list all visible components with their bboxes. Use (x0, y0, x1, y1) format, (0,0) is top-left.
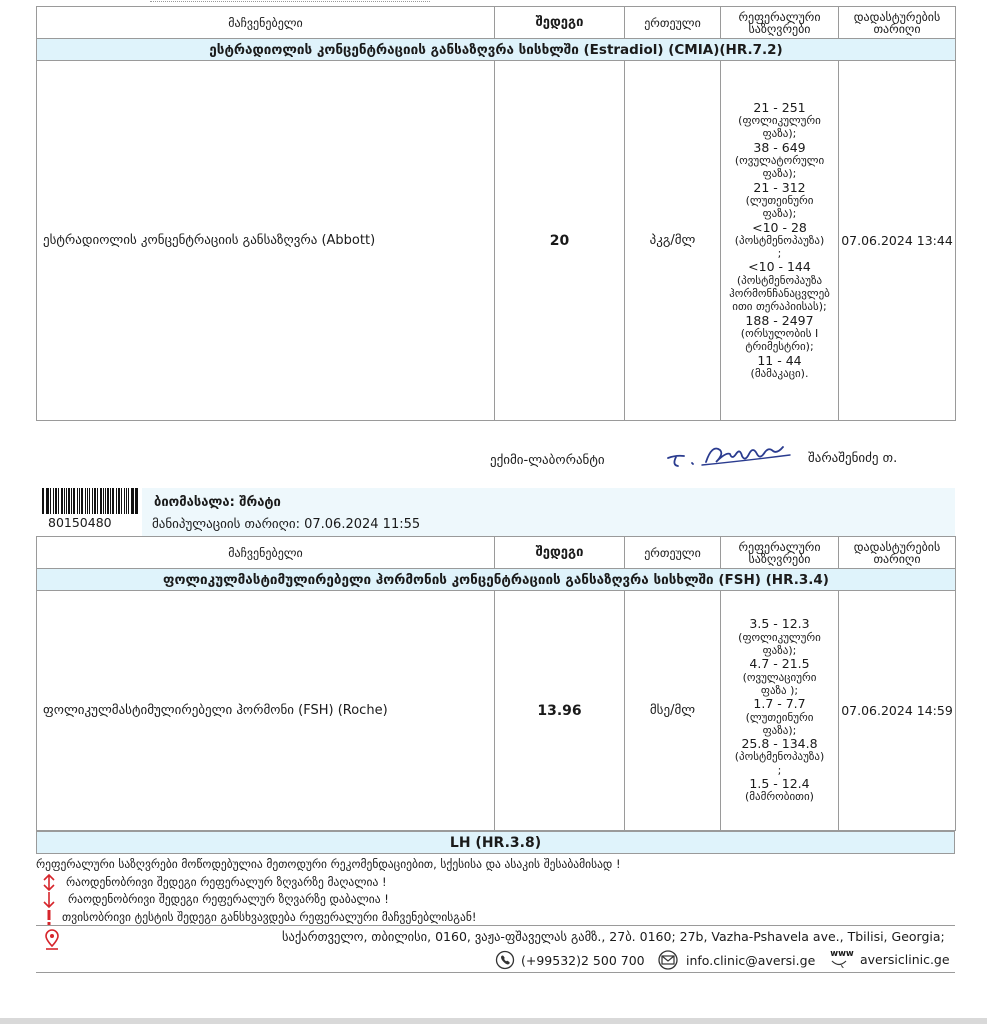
barcode-bar (68, 488, 70, 514)
footer-email (656, 950, 815, 970)
barcode-bar (124, 488, 125, 514)
barcode-number: 80150480 (48, 515, 112, 530)
phone-number: (+99532)2 500 700 (521, 952, 645, 968)
section-title: ესტრადიოლის კონცენტრაციის განსაზღვრა სისხლში (Estradiol) (CMIA)(HR.7.2) (37, 39, 956, 61)
footer-website (830, 950, 950, 969)
reference-line: 1.5 - 12.4 (749, 775, 810, 791)
reference-line: ფაზა); (762, 127, 797, 141)
reference-line: (მამრობითი) (745, 790, 814, 804)
table-header-row (37, 537, 956, 569)
email-link[interactable]: info.clinic@aversi.ge (686, 952, 816, 968)
confirm-date: 07.06.2024 14:59 (839, 591, 956, 831)
reference-line: (ოვულატორული (734, 154, 825, 168)
reference-line: (მამაკაცი). (750, 366, 809, 380)
web-icon (830, 950, 854, 969)
location-pin-icon (44, 929, 60, 951)
reference-line: 1.7 - 7.7 (753, 696, 806, 712)
reference-line: (ოვულაციური (742, 670, 817, 684)
manipulation-date: მანიპულაციის თარიღი: 07.06.2024 11:55 (152, 517, 421, 532)
reference-range (721, 61, 839, 421)
note-qualitative (36, 909, 621, 927)
table-row (37, 61, 956, 421)
reference-line: 21 - 251 (753, 99, 806, 115)
legend-notes (36, 856, 621, 926)
reference-line: ითი თერაპიისას); (732, 300, 827, 314)
barcode-bar (71, 488, 72, 514)
section-title-row (37, 39, 956, 61)
reference-line: ტრიმესტრი); (745, 340, 814, 354)
reference-line: (ორსულობის I (740, 326, 819, 340)
phone-icon (495, 950, 515, 970)
header-indicator: მაჩვენებელი (37, 537, 495, 569)
note-qualitative-text: თვისობრივი ტესტის შედეგი განსხვავდება რეფერალური მაჩვენებლისგან! (62, 909, 477, 924)
test-result: 13.96 (495, 591, 625, 831)
reference-line: 25.8 - 134.8 (741, 736, 818, 752)
clipped-previous-line (150, 0, 430, 2)
barcode-bar (100, 488, 102, 514)
barcode-bar (136, 488, 138, 514)
header-indicator: მაჩვენებელი (37, 7, 495, 39)
barcode-bar (47, 488, 49, 514)
header-unit: ერთეული (625, 7, 721, 39)
barcode-bar (121, 488, 122, 514)
exclamation-icon (36, 909, 62, 926)
reference-line: ; (777, 763, 782, 777)
reference-line: 11 - 44 (757, 352, 802, 368)
barcode-bar (79, 488, 80, 514)
header-result: შედეგი (495, 537, 625, 569)
reference-line: 4.7 - 21.5 (749, 656, 810, 672)
reference-line: (ფოლიკულური (738, 630, 821, 644)
arrow-up-down-icon (36, 874, 62, 891)
envelope-icon (656, 950, 680, 970)
fsh-table (36, 536, 956, 831)
page-bottom-edge (0, 1018, 987, 1024)
table-row (37, 591, 956, 831)
barcode-bar (66, 488, 67, 514)
table-header-row (37, 7, 956, 39)
note-reference (36, 856, 621, 874)
barcode-bar (92, 488, 93, 514)
reference-line: ფაზა); (762, 167, 797, 181)
footer-phone (495, 950, 645, 970)
barcode-bar (105, 488, 106, 514)
reference-line: (პოსტმენოპაუზა) (734, 233, 825, 247)
barcode-bar (50, 488, 51, 514)
reference-line: ფაზა); (762, 644, 797, 658)
reference-line: (პოსტმენოპაუზა) (734, 750, 825, 764)
barcode-bar (64, 488, 65, 514)
header-result: შედეგი (495, 7, 625, 39)
barcode-bar (107, 488, 109, 514)
header-confirm-date: დადასტურების თარიღი (839, 7, 956, 39)
web-badge-text: www (830, 949, 854, 959)
barcode-bar (118, 488, 120, 514)
reference-line: ფაზა); (762, 207, 797, 221)
reference-line: ფაზა); (762, 723, 797, 737)
barcode-bar (73, 488, 75, 514)
footer-address: საქართველო, თბილისი, 0160, ვაჟა-ფშაველას გამზ., 27ბ. 0160; 27b, Vazha-Pshavela ave., Tbilisi, Georgia; (282, 929, 945, 944)
test-result: 20 (495, 61, 625, 421)
barcode-bar (58, 488, 59, 514)
barcode-bar (61, 488, 63, 514)
barcode-bar (97, 488, 98, 514)
signature-name: შარაშენიძე თ. (808, 451, 898, 466)
reference-line: 21 - 312 (753, 179, 806, 195)
barcode-bar (77, 488, 78, 514)
barcode-bar (116, 488, 117, 514)
barcode-bar (87, 488, 89, 514)
header-reference: რეფერალური საზღვრები (721, 537, 839, 569)
note-high-text: რაოდენობრივი შედეგი რეფერალურ ზღვარზე მაღალია ! (66, 874, 387, 889)
note-low-text: რაოდენობრივი შედეგი რეფერალურ ზღვარზე დაბალია ! (68, 892, 389, 906)
reference-line: (პოსტმენოპაუზა (736, 273, 823, 287)
test-name: ფოლიკულმასტიმულირებელი ჰორმონი (FSH) (Roche) (37, 591, 495, 831)
barcode-bar (135, 488, 136, 514)
barcode-bar (81, 488, 83, 514)
barcode-bar (110, 488, 111, 514)
barcode-icon (42, 488, 140, 514)
section-title: ფოლიკულმასტიმულირებელი ჰორმონის კონცენტრაციის განსაზღვრა სისხლში (FSH) (HR.3.4) (37, 569, 956, 591)
barcode-bar (128, 488, 129, 514)
estradiol-table (36, 6, 956, 421)
reference-line: <10 - 28 (752, 219, 807, 235)
website-link[interactable]: aversiclinic.ge (860, 952, 950, 967)
section-title-row (37, 569, 956, 591)
barcode-bar (42, 488, 44, 514)
barcode-bar (103, 488, 104, 514)
barcode-bar (85, 488, 86, 514)
test-unit: მსე/მლ (625, 591, 721, 831)
barcode-bar (126, 488, 128, 514)
reference-line: 38 - 649 (753, 139, 806, 155)
barcode-bar (53, 488, 54, 514)
handwritten-signature-icon (662, 438, 802, 472)
reference-line: (ფოლიკულური (738, 114, 821, 128)
note-low (36, 891, 621, 909)
reference-line: (ლუთეინური (745, 710, 814, 724)
header-confirm-date: დადასტურების თარიღი (839, 537, 956, 569)
reference-line: (ლუთეინური (745, 193, 814, 207)
footer-divider-bottom (36, 972, 955, 973)
note-high (36, 874, 621, 892)
footer-divider-top (36, 925, 955, 926)
test-unit: პკგ/მლ (625, 61, 721, 421)
barcode-bar (131, 488, 133, 514)
confirm-date: 07.06.2024 13:44 (839, 61, 956, 421)
reference-line: ჰორმონჩანაცვლებ (729, 287, 830, 301)
header-reference: რეფერალური საზღვრები (721, 7, 839, 39)
signature-label: ექიმი-ლაბორანტი (490, 453, 605, 468)
barcode-bar (46, 488, 47, 514)
reference-range (721, 591, 839, 831)
reference-line: ; (777, 247, 782, 261)
section-title-lh: LH (HR.3.8) (36, 831, 955, 854)
test-name: ესტრადიოლის კონცენტრაციის განსაზღვრა (Abbott) (37, 61, 495, 421)
biomaterial-label: ბიომასალა: შრატი (154, 495, 281, 510)
barcode-bar (89, 488, 90, 514)
barcode-bar (112, 488, 114, 514)
reference-line: 188 - 2497 (745, 312, 814, 328)
note-reference-text: რეფერალური საზღვრები მოწოდებულია მეთოდური რეკომენდაციებით, სქესისა და ასაკის შესაბამისად ! (36, 857, 621, 871)
arrow-down-icon (36, 891, 62, 908)
reference-line: <10 - 144 (748, 259, 811, 275)
barcode-bar (55, 488, 57, 514)
header-unit: ერთეული (625, 537, 721, 569)
reference-line: 3.5 - 12.3 (749, 616, 810, 632)
barcode-bar (94, 488, 96, 514)
reference-line: ფაზა ); (760, 683, 799, 697)
